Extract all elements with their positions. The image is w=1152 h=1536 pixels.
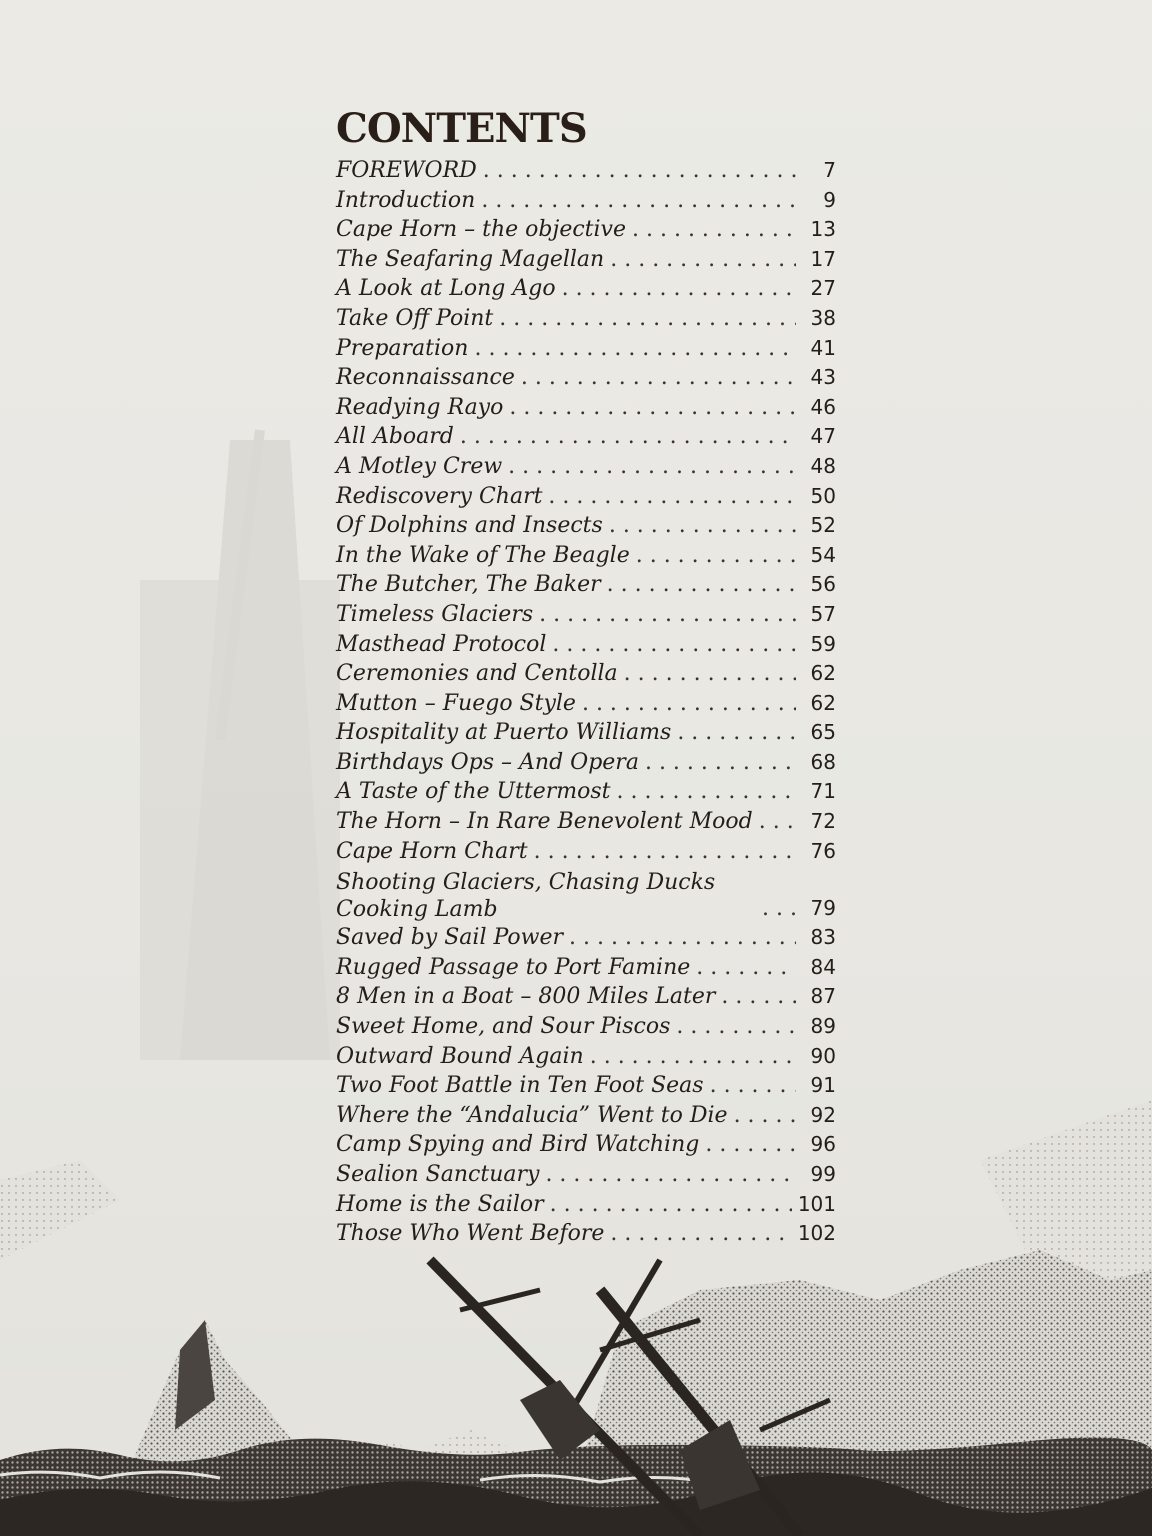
toc-entry[interactable] bbox=[336, 837, 836, 867]
entry-title: Masthead Protocol bbox=[336, 631, 547, 657]
dot-leader bbox=[548, 482, 796, 512]
dot-leader bbox=[636, 541, 796, 571]
toc-entry[interactable] bbox=[336, 600, 836, 630]
dot-leader bbox=[710, 1071, 796, 1101]
entry-title: The Horn – In Rare Benevolent Mood bbox=[336, 809, 753, 835]
dot-leader bbox=[508, 452, 796, 482]
entry-title: Cape Horn Chart bbox=[336, 838, 528, 864]
entry-title: A Taste of the Uttermost bbox=[336, 779, 611, 805]
dot-leader bbox=[509, 393, 796, 423]
entry-title: Sweet Home, and Sour Piscos bbox=[336, 1014, 671, 1040]
dot-leader bbox=[539, 600, 796, 630]
toc-entry[interactable] bbox=[336, 334, 836, 364]
shipwreck-illustration bbox=[0, 1100, 1152, 1536]
toc-entry[interactable] bbox=[336, 718, 836, 748]
dot-leader bbox=[617, 777, 796, 807]
entry-page-number: 102 bbox=[797, 1221, 836, 1246]
entry-title: Shooting Glaciers, Chasing Ducks Cooking Lamb bbox=[336, 870, 716, 923]
entry-title: Readying Rayo bbox=[336, 394, 504, 420]
dot-leader bbox=[762, 894, 796, 924]
show-through-illustration bbox=[140, 320, 360, 1060]
entry-page-number: 41 bbox=[810, 335, 836, 360]
toc-entry[interactable] bbox=[336, 689, 836, 719]
dot-leader bbox=[483, 156, 796, 186]
toc-entry[interactable] bbox=[336, 304, 836, 334]
entry-page-number: 52 bbox=[810, 513, 836, 538]
entry-page-number: 92 bbox=[810, 1102, 836, 1127]
toc-entry[interactable] bbox=[336, 245, 836, 275]
entry-page-number: 79 bbox=[810, 895, 836, 920]
entry-page-number: 57 bbox=[810, 601, 836, 626]
entry-page-number: 46 bbox=[810, 394, 836, 419]
toc-entry[interactable] bbox=[336, 156, 836, 186]
toc-entry[interactable] bbox=[336, 807, 836, 837]
entry-page-number: 96 bbox=[810, 1132, 836, 1157]
toc-entry[interactable] bbox=[336, 541, 836, 571]
entry-page-number: 91 bbox=[810, 1073, 836, 1098]
toc-entry[interactable] bbox=[336, 482, 836, 512]
entry-title: Cape Horn – the objective bbox=[336, 217, 626, 243]
entry-page-number: 54 bbox=[810, 542, 836, 567]
entry-title: Hospitality at Puerto Williams bbox=[336, 720, 672, 746]
entry-page-number: 13 bbox=[810, 217, 836, 242]
dot-leader bbox=[474, 334, 796, 364]
entry-title: The Butcher, The Baker bbox=[336, 572, 601, 598]
dot-leader bbox=[696, 953, 796, 983]
entry-page-number: 27 bbox=[810, 276, 836, 301]
entry-page-number: 89 bbox=[810, 1014, 836, 1039]
dot-leader bbox=[582, 689, 796, 719]
toc-entry[interactable] bbox=[336, 452, 836, 482]
entry-page-number: 99 bbox=[810, 1162, 836, 1186]
dot-leader bbox=[609, 511, 796, 541]
toc-entry[interactable] bbox=[336, 570, 836, 600]
entry-page-number: 72 bbox=[810, 809, 836, 834]
toc-entry[interactable] bbox=[336, 923, 836, 953]
entry-title: Of Dolphins and Insects bbox=[336, 513, 603, 539]
dot-leader bbox=[590, 1042, 796, 1072]
entry-title: Ceremonies and Centolla bbox=[336, 661, 618, 687]
entry-page-number: 87 bbox=[810, 984, 836, 1009]
dot-leader bbox=[460, 422, 796, 452]
dot-leader bbox=[499, 304, 796, 334]
entry-page-number: 7 bbox=[823, 158, 836, 182]
toc-entry[interactable] bbox=[336, 1071, 836, 1101]
toc-entry[interactable] bbox=[336, 274, 836, 304]
toc-entry[interactable] bbox=[336, 363, 836, 393]
toc-entry[interactable] bbox=[336, 953, 836, 983]
dot-leader bbox=[676, 1012, 796, 1042]
dot-leader bbox=[569, 923, 796, 953]
entry-page-number: 9 bbox=[823, 187, 836, 212]
contents-heading: CONTENTS bbox=[336, 105, 587, 152]
entry-title: Take Off Point bbox=[336, 305, 494, 331]
entry-title: Where the “Andalucia” Went to Die bbox=[336, 1102, 728, 1128]
dot-leader bbox=[624, 659, 796, 689]
entry-title: All Aboard bbox=[336, 424, 454, 450]
entry-page-number: 56 bbox=[810, 572, 836, 597]
dot-leader bbox=[632, 215, 796, 245]
entry-title: Those Who Went Before bbox=[336, 1221, 605, 1247]
entry-page-number: 83 bbox=[810, 925, 836, 950]
entry-page-number: 62 bbox=[810, 690, 836, 715]
entry-page-number: 59 bbox=[810, 631, 836, 656]
dot-leader bbox=[759, 807, 796, 837]
dot-leader bbox=[562, 274, 796, 304]
dot-leader bbox=[721, 982, 796, 1012]
entry-title: Camp Spying and Bird Watching bbox=[336, 1132, 700, 1158]
dot-leader bbox=[645, 748, 796, 778]
toc-entry[interactable] bbox=[336, 982, 836, 1012]
dot-leader bbox=[677, 718, 796, 748]
entry-title: 8 Men in a Boat – 800 Miles Later bbox=[336, 984, 716, 1010]
entry-page-number: 68 bbox=[810, 749, 836, 774]
entry-page-number: 76 bbox=[810, 838, 836, 863]
entry-page-number: 47 bbox=[810, 424, 836, 449]
entry-title: Saved by Sail Power bbox=[336, 925, 563, 951]
entry-title: Sealion Sanctuary bbox=[336, 1162, 540, 1187]
entry-title: Two Foot Battle in Ten Foot Seas bbox=[336, 1073, 704, 1099]
entry-title: The Seafaring Magellan bbox=[336, 246, 605, 272]
entry-title: Reconnaissance bbox=[336, 365, 515, 391]
entry-title: Introduction bbox=[336, 187, 476, 213]
toc-entry[interactable] bbox=[336, 393, 836, 423]
entry-title: A Motley Crew bbox=[336, 453, 503, 479]
entry-page-number: 62 bbox=[810, 661, 836, 686]
toc-entry[interactable] bbox=[336, 511, 836, 541]
entry-title: Preparation bbox=[336, 335, 469, 361]
toc-entry[interactable] bbox=[336, 866, 836, 923]
dot-leader bbox=[552, 630, 796, 660]
entry-page-number: 65 bbox=[810, 720, 836, 745]
toc-entry[interactable] bbox=[336, 777, 836, 807]
entry-page-number: 38 bbox=[810, 305, 836, 330]
entry-page-number: 101 bbox=[797, 1191, 836, 1216]
toc-entry[interactable] bbox=[336, 186, 836, 216]
entry-page-number: 43 bbox=[810, 365, 836, 390]
entry-page-number: 50 bbox=[810, 483, 836, 508]
dot-leader bbox=[610, 245, 796, 275]
contents-list bbox=[336, 156, 836, 1249]
entry-title: Timeless Glaciers bbox=[336, 601, 534, 627]
entry-title: A Look at Long Ago bbox=[336, 276, 556, 302]
toc-entry[interactable] bbox=[336, 630, 836, 660]
entry-page-number: 71 bbox=[810, 779, 836, 804]
entry-title: In the Wake of The Beagle bbox=[336, 542, 630, 568]
entry-page-number: 17 bbox=[810, 246, 836, 271]
entry-title: Rugged Passage to Port Famine bbox=[336, 954, 691, 980]
entry-page-number: 84 bbox=[810, 954, 836, 979]
toc-entry[interactable] bbox=[336, 748, 836, 778]
toc-entry[interactable] bbox=[336, 1042, 836, 1072]
entry-title: Outward Bound Again bbox=[336, 1043, 584, 1069]
entry-page-number: 90 bbox=[810, 1043, 836, 1068]
dot-leader bbox=[534, 837, 796, 867]
entry-title: Home is the Sailor bbox=[336, 1191, 544, 1217]
toc-entry[interactable] bbox=[336, 1012, 836, 1042]
toc-entry[interactable] bbox=[336, 422, 836, 452]
entry-title: Mutton – Fuego Style bbox=[336, 690, 576, 716]
entry-title: Rediscovery Chart bbox=[336, 483, 543, 509]
dot-leader bbox=[521, 363, 796, 393]
table-of-contents bbox=[336, 104, 836, 1249]
toc-entry[interactable] bbox=[336, 659, 836, 689]
dot-leader bbox=[607, 570, 796, 600]
toc-entry[interactable] bbox=[336, 215, 836, 245]
dot-leader bbox=[481, 186, 796, 216]
entry-title: FOREWORD bbox=[336, 158, 477, 183]
entry-title: Birthdays Ops – And Opera bbox=[336, 749, 639, 775]
entry-page-number: 48 bbox=[810, 453, 836, 478]
